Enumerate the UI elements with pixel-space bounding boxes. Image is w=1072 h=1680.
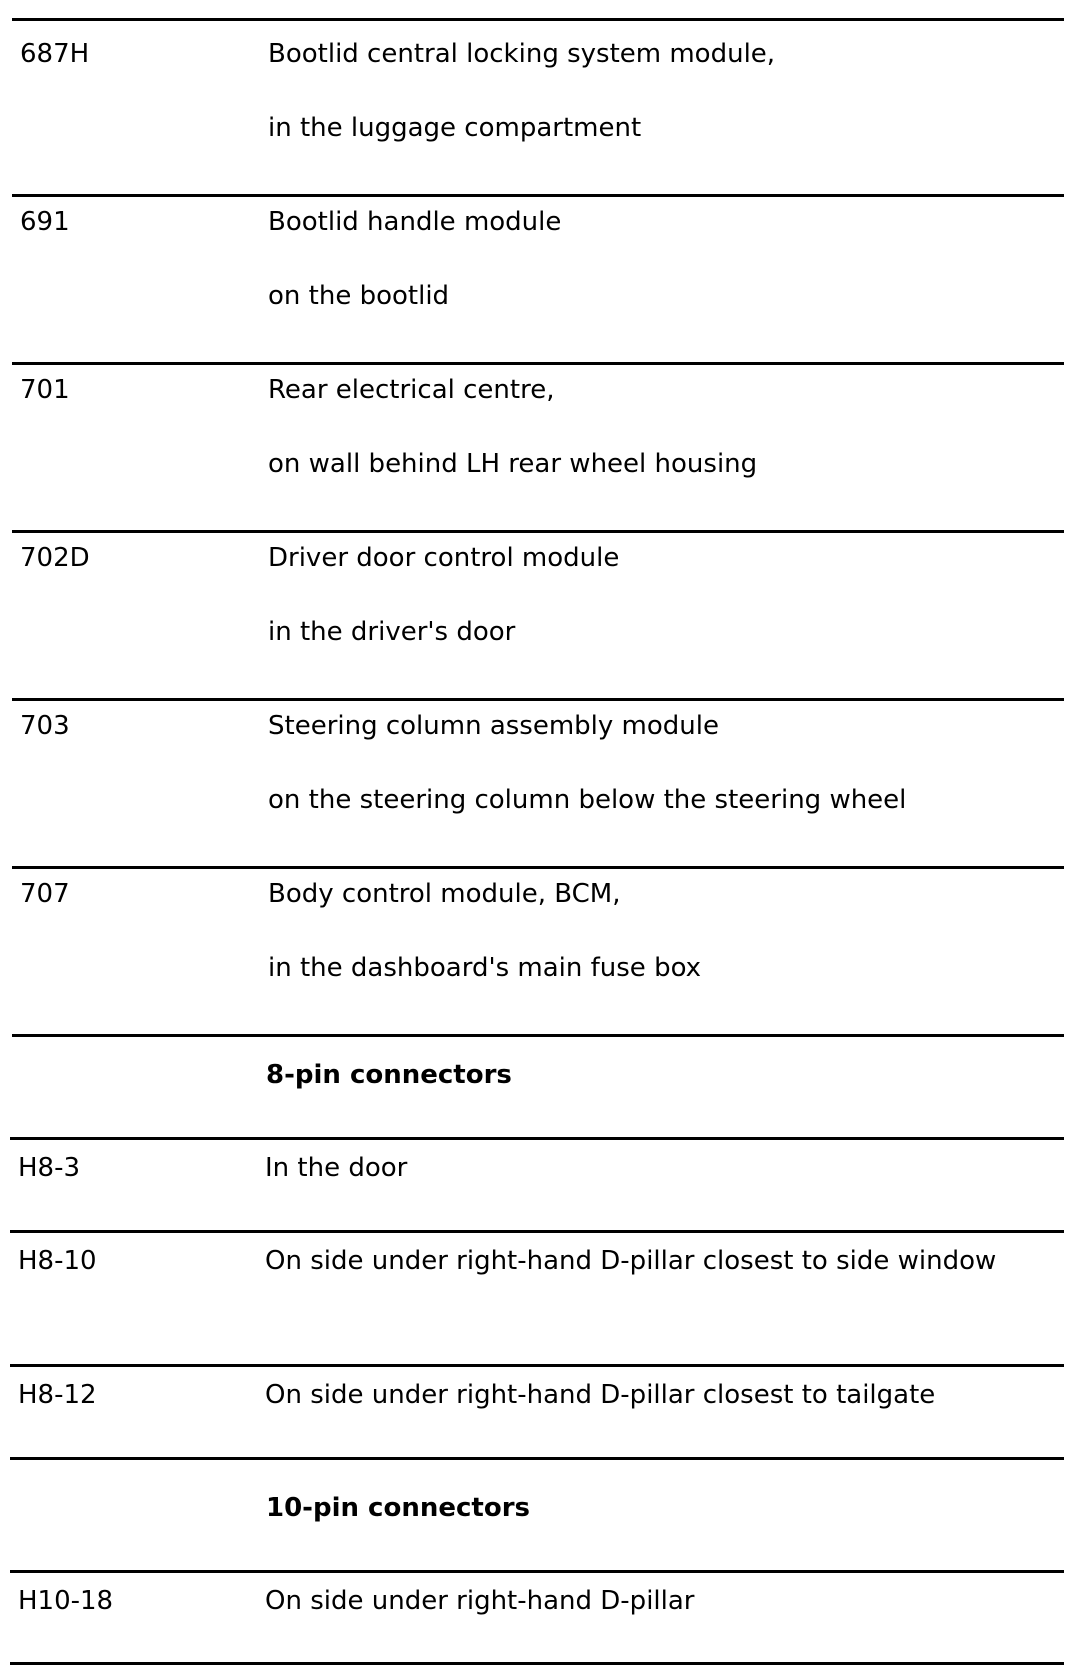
module-location: on the bootlid: [268, 281, 450, 311]
section-divider: [12, 1034, 1064, 1037]
module-description: Bootlid handle module: [268, 207, 562, 237]
module-code: 687H: [20, 39, 90, 69]
module-location: on the steering column below the steering wheel: [268, 785, 907, 815]
row-divider: [10, 1570, 1064, 1573]
section-heading-10pin: 10-pin connectors: [266, 1493, 530, 1523]
connector-location: In the door: [265, 1153, 408, 1183]
module-description: Rear electrical centre,: [268, 375, 555, 405]
module-description: Steering column assembly module: [268, 711, 719, 741]
section-divider: [10, 1457, 1064, 1460]
module-code: 702D: [20, 543, 90, 573]
connector-code: H8-12: [18, 1380, 97, 1410]
row-divider: [12, 530, 1064, 533]
module-location: in the luggage compartment: [268, 113, 642, 143]
table-bottom-rule: [10, 1662, 1064, 1665]
row-divider: [10, 1230, 1064, 1233]
module-description: Bootlid central locking system module,: [268, 39, 776, 69]
module-code: 701: [20, 375, 70, 405]
module-code: 703: [20, 711, 70, 741]
module-code: 691: [20, 207, 70, 237]
row-divider: [10, 1137, 1064, 1140]
connector-location: On side under right-hand D-pillar closest to tailgate: [265, 1380, 936, 1410]
row-divider: [12, 362, 1064, 365]
row-divider: [10, 1364, 1064, 1367]
row-divider: [12, 18, 1064, 21]
section-heading-8pin: 8-pin connectors: [266, 1060, 512, 1090]
connector-location: On side under right-hand D-pillar: [265, 1586, 695, 1616]
module-location: in the driver's door: [268, 617, 516, 647]
connector-code: H8-3: [18, 1153, 81, 1183]
row-divider: [12, 866, 1064, 869]
module-location: in the dashboard's main fuse box: [268, 953, 702, 983]
module-description: Body control module, BCM,: [268, 879, 621, 909]
row-divider: [12, 194, 1064, 197]
connector-code: H10-18: [18, 1586, 114, 1616]
module-code: 707: [20, 879, 70, 909]
connector-location: On side under right-hand D-pillar closest to side window: [265, 1246, 997, 1276]
module-location: on wall behind LH rear wheel housing: [268, 449, 758, 479]
row-divider: [12, 698, 1064, 701]
connector-code: H8-10: [18, 1246, 97, 1276]
module-description: Driver door control module: [268, 543, 620, 573]
